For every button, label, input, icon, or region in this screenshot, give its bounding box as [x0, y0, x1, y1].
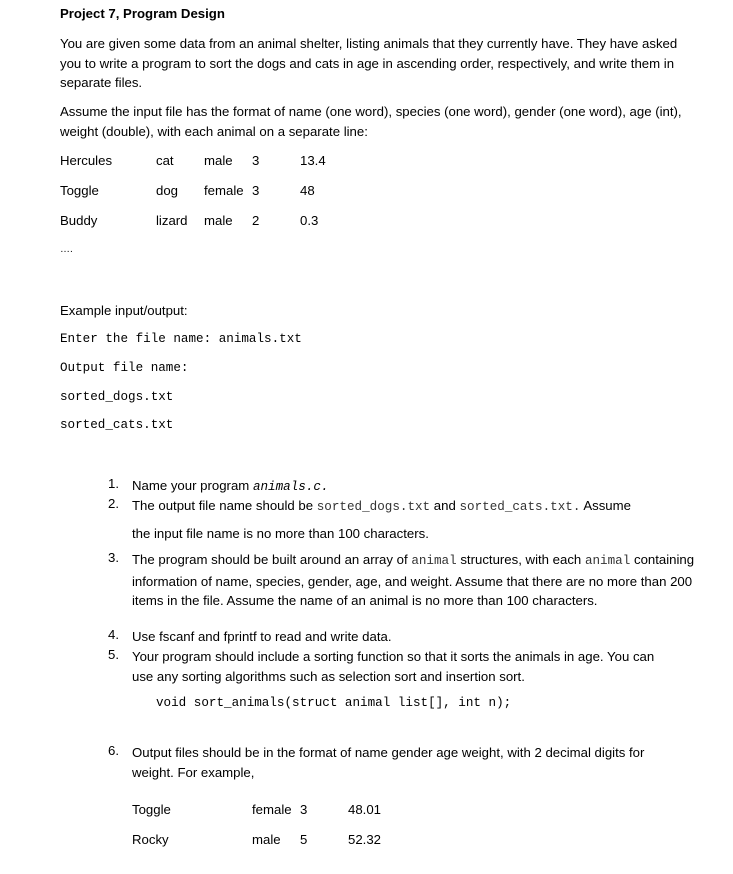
- format-paragraph: Assume the input file has the format of name (one word), species (one word), gender (one word), age (int), weight (double), with each animal on a separate line:: [60, 104, 682, 139]
- text: The output file name should be: [132, 498, 317, 513]
- cell-age: 3: [252, 153, 260, 168]
- list-text: Use fscanf and fprintf to read and write data.: [132, 629, 392, 644]
- cell-species: cat: [156, 153, 174, 168]
- cell-gender: male: [252, 832, 281, 847]
- list-text: [132, 476, 692, 498]
- code-signature: void sort_animals(struct animal list[], int n);: [156, 696, 512, 710]
- cell-age: 2: [252, 213, 260, 228]
- list-text: [132, 496, 712, 518]
- cell-name: Rocky: [132, 832, 169, 847]
- list-number: 2.: [108, 496, 119, 511]
- example-line: Output file name:: [60, 361, 189, 375]
- list-number: 1.: [108, 476, 119, 491]
- cell-weight: 48: [300, 183, 315, 198]
- list-number: 6.: [108, 743, 119, 758]
- cell-gender: male: [204, 153, 233, 168]
- cell-weight: 52.32: [348, 832, 382, 847]
- text: and: [430, 498, 460, 513]
- text: The program should be built around an array of: [132, 552, 412, 567]
- text: Assume: [580, 498, 631, 513]
- intro-paragraph: You are given some data from an animal shelter, listing animals that they currently have. They have asked you to write a program to sort the dogs and cats in age in ascending order, respectively, and write them in separate files.: [60, 36, 678, 90]
- code-text: sorted_dogs.txt: [316, 500, 431, 514]
- list-number: 4.: [108, 627, 119, 642]
- text: Name your program: [132, 478, 253, 493]
- list-text-line2: the input file name is no more than 100 characters.: [132, 526, 429, 541]
- list-number: 3.: [108, 550, 119, 565]
- cell-age: 5: [300, 832, 308, 847]
- example-line: Enter the file name: animals.txt: [60, 332, 302, 346]
- cell-weight: 48.01: [348, 802, 382, 817]
- example-line: sorted_cats.txt: [60, 418, 174, 432]
- text: structures, with each: [456, 552, 585, 567]
- list-text: Your program should include a sorting function so that it sorts the animals in age. You can use any sorting algorithms such as selection sort and insertion sort.: [132, 649, 655, 684]
- cell-species: lizard: [156, 213, 188, 228]
- text: containing information of name, species, gender, age, and weight. Assume that there are no more than 200 items in the file. Assume the name of an animal is no more than 100 characters.: [132, 552, 695, 608]
- list-text: Output files should be in the format of name gender age weight, with 2 decimal digits for weight. For example,: [132, 745, 645, 780]
- code-text: sorted_cats.txt.: [459, 500, 581, 514]
- page-title: Project 7, Program Design: [60, 6, 225, 21]
- ellipsis: ….: [60, 244, 73, 255]
- example-line: sorted_dogs.txt: [60, 390, 174, 404]
- cell-weight: 13.4: [300, 153, 326, 168]
- code-text: animal: [411, 554, 457, 568]
- cell-weight: 0.3: [300, 213, 319, 228]
- cell-name: Buddy: [60, 213, 98, 228]
- cell-name: Toggle: [132, 802, 171, 817]
- example-label: Example input/output:: [60, 303, 188, 318]
- cell-species: dog: [156, 183, 179, 198]
- cell-age: 3: [252, 183, 260, 198]
- cell-gender: female: [204, 183, 244, 198]
- list-text: [132, 550, 697, 611]
- code-text: animals.c.: [252, 480, 329, 494]
- cell-age: 3: [300, 802, 308, 817]
- cell-name: Toggle: [60, 183, 99, 198]
- cell-name: Hercules: [60, 153, 113, 168]
- list-number: 5.: [108, 647, 119, 662]
- cell-gender: male: [204, 213, 233, 228]
- code-text: animal: [584, 554, 631, 568]
- cell-gender: female: [252, 802, 292, 817]
